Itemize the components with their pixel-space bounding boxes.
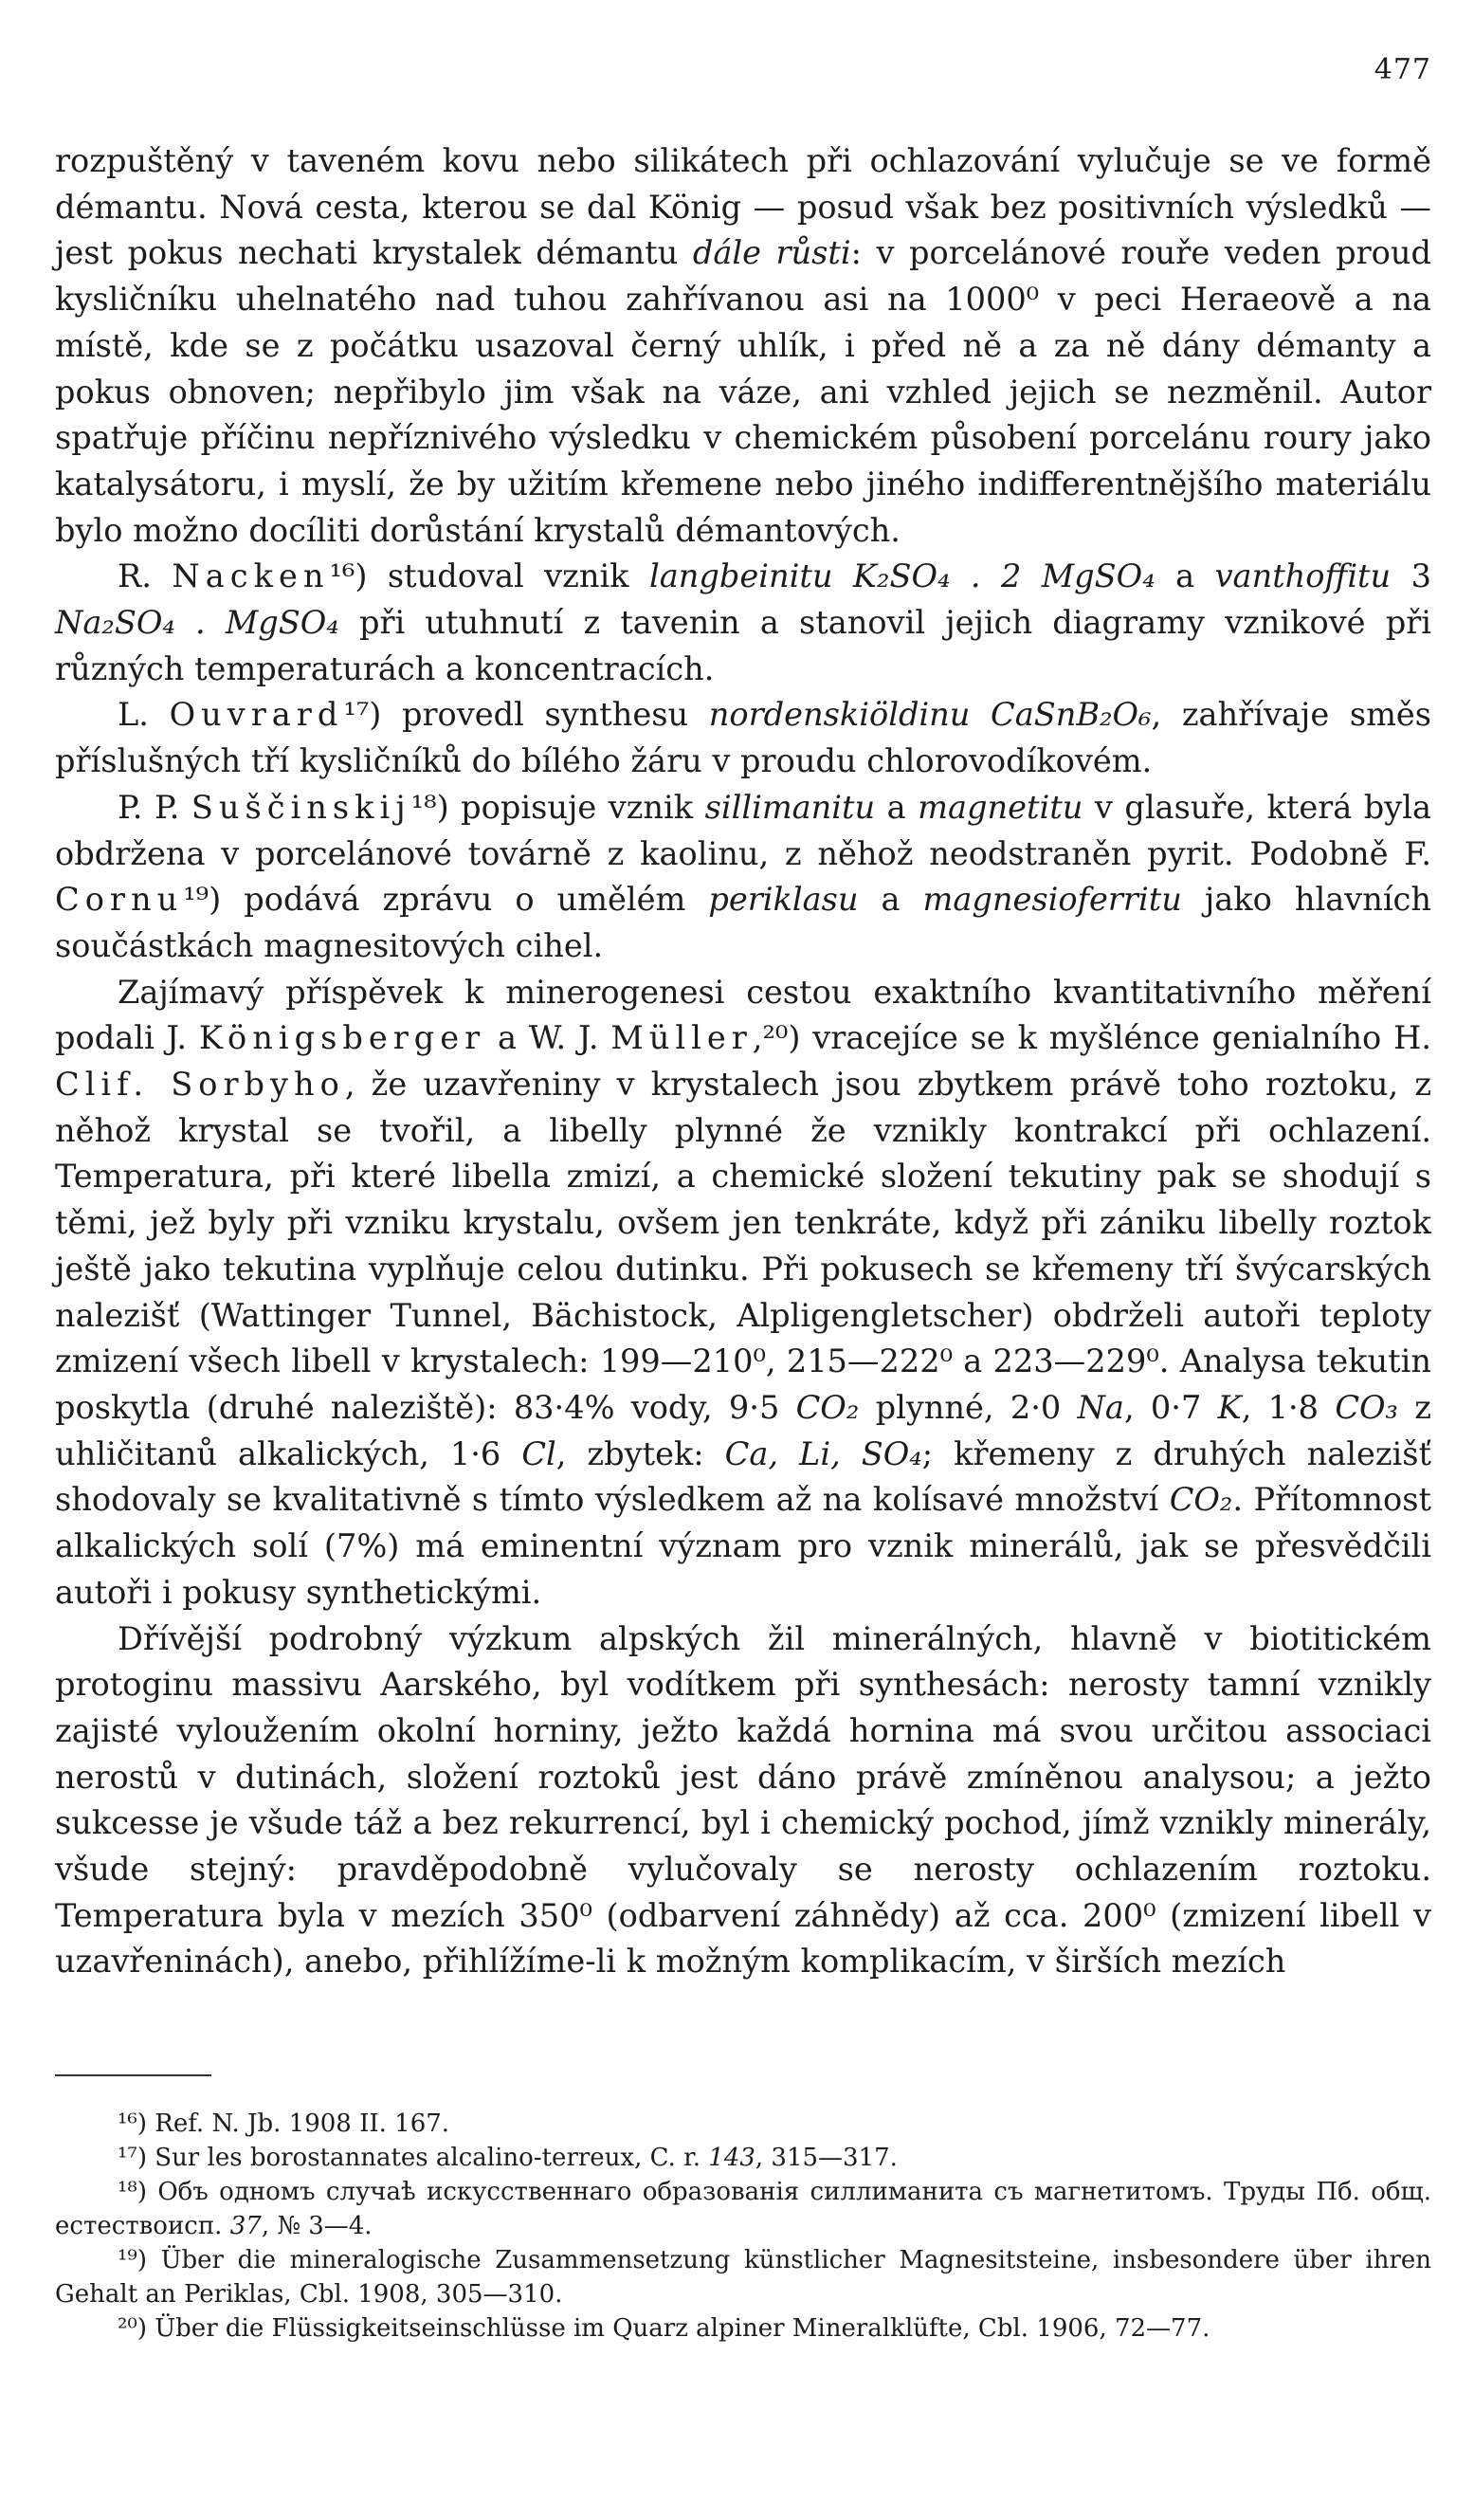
spaced-name: Müller bbox=[610, 1019, 753, 1057]
spaced-name: Cornu bbox=[55, 881, 184, 919]
footnote bbox=[55, 2141, 1431, 2175]
text-run: ¹⁹) podává zprávu o umělém bbox=[183, 881, 709, 919]
text-run: Zajímavý příspěvek k minerogenesi cestou exaktního kvantitativního měření podali J. bbox=[55, 973, 1431, 1057]
footnote bbox=[55, 2175, 1431, 2243]
italic-run: K bbox=[1217, 1388, 1242, 1426]
text-run: ¹⁷) provedl synthesu bbox=[343, 696, 709, 734]
italic-run: sillimanitu bbox=[704, 788, 876, 826]
text-run: ¹⁸) popisuje vznik bbox=[410, 788, 705, 826]
text-run: : v porcelánové rouře veden proud kysličníku uhelnatého nad tuhou zahřívanou asi na 1000⁰ v peci Heraeově a na místě, kde se z počátku usazoval černý uhlík, i před ně a za ně dány démanty a pokus obnoven; nepřibylo jim však na váze, ani vzhled jejich se nezměnil. Autor spatřuje příčinu nepříznivého výsledku v chemickém působení porcelánu roury jako katalysátoru, i myslí, že by užitím křemene nebo jiného indifferentnějšího materiálu bylo možno docíliti dorůstání krystalů démantových. bbox=[55, 234, 1432, 549]
text-run: a bbox=[1155, 557, 1215, 595]
spaced-name: Suščinskij bbox=[191, 788, 411, 826]
paragraph bbox=[55, 692, 1431, 784]
document-page bbox=[55, 0, 1431, 2520]
text-run: , zahřívaje směs příslušných tří kysličníků do bílého žáru v proudu chlorovodíkovém. bbox=[55, 696, 1432, 780]
text-run: ¹⁶) Ref. N. Jb. 1908 II. 167. bbox=[118, 2109, 450, 2138]
text-run: R. bbox=[118, 557, 173, 595]
paragraph bbox=[55, 138, 1431, 554]
text-run: v glasuře, která byla obdržena v porcelánové továrně z kaolinu, z něhož neodstraněn pyrit. Podobně F. bbox=[55, 788, 1432, 872]
italic-run: Cl bbox=[521, 1434, 556, 1472]
text-run: a bbox=[858, 881, 923, 919]
footnotes bbox=[55, 2107, 1431, 2346]
footnote bbox=[55, 2311, 1431, 2346]
italic-run: Na bbox=[1077, 1388, 1124, 1426]
text-run: ; křemeny z druhých nalezišť shodovaly se kvalitativně s tímto výsledkem až na kolísavé množství bbox=[55, 1434, 1432, 1519]
text-run: , 0·7 bbox=[1123, 1388, 1218, 1426]
spaced-name: Clif. Sorbyho bbox=[55, 1066, 345, 1104]
page-number: 477 bbox=[1374, 53, 1431, 86]
text-run: ¹⁸) Объ одномъ случаѣ искусственнаго образованія силлиманита съ магнетитомъ. Труды Пб. общ. естествоисп. bbox=[55, 2178, 1431, 2240]
text-run: jako hlavních součástkách magnesitových cihel. bbox=[55, 881, 1431, 964]
text-run: plynné, 2·0 bbox=[859, 1388, 1078, 1426]
footnote bbox=[55, 2107, 1431, 2141]
italic-run: magnesioferritu bbox=[922, 881, 1182, 919]
text-run: z uhličitanů alkalických, 1·6 bbox=[55, 1388, 1431, 1472]
text-run: ¹⁶) studoval vznik bbox=[329, 557, 649, 595]
paragraph bbox=[55, 970, 1431, 1616]
text-run: , № 3—4. bbox=[261, 2212, 373, 2240]
text-run: při utuhnutí z tavenin a stanovil jejich diagramy vznikové při různých temperaturách a koncentracích. bbox=[55, 604, 1431, 687]
paragraph bbox=[55, 1616, 1431, 1986]
spaced-name: Königsberger bbox=[198, 1019, 486, 1057]
text-run: . Přítomnost alkalických solí (7%) má eminentní význam pro vznik minerálů, jak se přesvědčili autoři i pokusy synthetickými. bbox=[55, 1481, 1431, 1611]
text-run: , 1·8 bbox=[1241, 1388, 1336, 1426]
italic-run: langbeinitu K₂SO₄ . 2 MgSO₄ bbox=[648, 557, 1156, 595]
italic-run: nordenskiöldinu CaSnB₂O₆ bbox=[708, 696, 1152, 734]
italic-run: vanthoffitu bbox=[1214, 557, 1392, 595]
text-run: a W. J. bbox=[485, 1019, 611, 1057]
text-run: ²⁰) Über die Flüssigkeitseinschlüsse im Quarz alpiner Mineralklüfte, Cbl. 1906, 72—77. bbox=[118, 2314, 1210, 2343]
italic-run: periklasu bbox=[708, 881, 859, 919]
text-run: a bbox=[875, 788, 919, 826]
text-run: Dřívější podrobný výzkum alpských žil minerálných, hlavně v biotitickém protoginu massivu Aarského, byl vodítkem při synthesách: nerosty tamní vznikly zajisté vyloužením okolní horniny, ježto každá hornina má svou určitou associaci nerostů v dutinách, složení roztoků jest dáno právě zmíněnou analysou; a ježto sukcesse je všude táž a bez rekurrencí, byl i chemický pochod, jímž vznikly minerály, všude stejný: pravděpodobně vylučovaly se nerosty ochlazením roztoku. Temperatura byla v mezích 350⁰ (odbarvení záhnědy) až cca. 200⁰ (zmizení libell v uzavřeninách), anebo, přihlížíme-li k možným komplikacím, v širších mezích bbox=[55, 1619, 1431, 1981]
text-run: L. bbox=[118, 696, 170, 734]
text-run: ¹⁷) Sur les borostannates alcalino-terreux, C. r. bbox=[118, 2144, 709, 2172]
text-run: , 315—317. bbox=[755, 2144, 898, 2172]
italic-run: Na₂SO₄ . MgSO₄ bbox=[55, 604, 339, 642]
italic-run: CO₂ bbox=[795, 1388, 860, 1426]
footnote bbox=[55, 2243, 1431, 2311]
text-run: 3 bbox=[1391, 557, 1431, 595]
italic-run: CO₂ bbox=[1169, 1481, 1233, 1519]
italic-run: Ca, Li, SO₄ bbox=[724, 1434, 922, 1472]
italic-run: CO₃ bbox=[1335, 1388, 1399, 1426]
italic-run: 143 bbox=[708, 2144, 755, 2172]
spaced-name: Ouvrard bbox=[169, 696, 344, 734]
footnote-divider bbox=[55, 2074, 211, 2076]
paragraph bbox=[55, 554, 1431, 692]
text-run: ¹⁹) Über die mineralogische Zusammensetzung künstlicher Magnesitsteine, insbesondere über ihren Gehalt an Periklas, Cbl. 1908, 305—310. bbox=[55, 2246, 1431, 2309]
text-run: , zbytek: bbox=[555, 1434, 725, 1472]
text-run: ,²⁰) vracejíce se k myšlénce genialního H. bbox=[752, 1019, 1432, 1057]
italic-run: magnetitu bbox=[918, 788, 1083, 826]
body-text bbox=[55, 138, 1431, 1985]
text-run: rozpuštěný v taveném kovu nebo silikátech při ochlazování vylučuje se ve formě démantu. Nová cesta, kterou se dal König — posud však bez positivních výsledků — jest pokus nechati krystalek démantu bbox=[55, 142, 1431, 272]
italic-run: 37 bbox=[229, 2212, 262, 2240]
italic-run: dále růsti bbox=[692, 234, 851, 272]
paragraph bbox=[55, 785, 1431, 970]
spaced-name: Nacken bbox=[172, 557, 330, 595]
text-run: , že uzavřeniny v krystalech jsou zbytkem právě toho roztoku, z něhož krystal se tvořil, a libelly plynné že vznikly kontrakcí při ochlazení. Temperatura, při které libella zmizí, a chemické složení tekutiny pak se shodují s těmi, jež byly při vzniku krystalu, ovšem jen tenkráte, když při zániku libelly roztok ještě jako tekutina vyplňuje celou dutinku. Při pokusech se křemeny tří švýcarských nalezišť (Wattinger Tunnel, Bächistock, Alpligengletscher) obdrželi autoři teploty zmizení všech libell v krystalech: 199—210⁰, 215—222⁰ a 223—229⁰. Analysa tekutin poskytla (druhé naleziště): 83·4% vody, 9·5 bbox=[55, 1066, 1432, 1426]
text-run: P. P. bbox=[118, 788, 191, 826]
